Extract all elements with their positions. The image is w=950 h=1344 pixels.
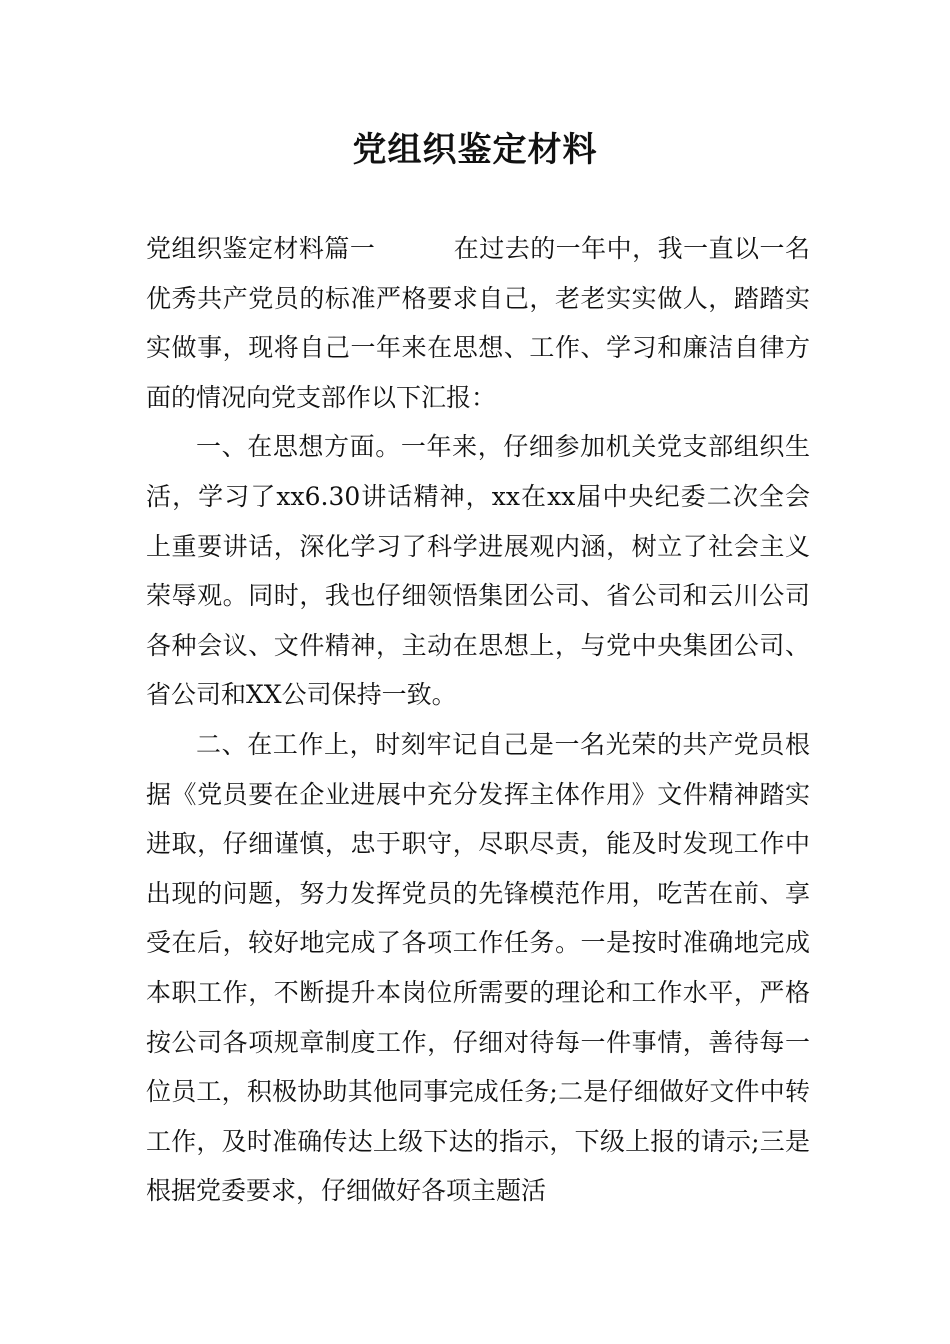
paragraph-work: 二、在工作上，时刻牢记自己是一名光荣的共产党员根据《党员要在企业进展中充分发挥主体作用》文件精神踏实进取，仔细谨慎，忠于职守，尽职尽责，能及时发现工作中出现的问题，努力发挥党员的先锋模范作用，吃苦在前、享受在后，较好地完成了各项工作任务。一是按时准确地完成本职工作，不断提升本岗位所需要的理论和工作水平，严格按公司各项规章制度工作，仔细对待每一件事情，善待每一位员工，积极协助其他同事完成任务;二是仔细做好文件中转工作，及时准确传达上级下达的指示，下级上报的请示;三是根据党委要求，仔细做好各项主题活 bbox=[146, 729, 810, 1206]
document-title: 党组织鉴定材料 bbox=[352, 130, 598, 170]
intro-text: 在过去的一年中，我一直以一名优秀共产党员的标准严格要求自己，老老实实做人，踏踏实实做事，现将自己一年来在思想、工作、学习和廉洁自律方面的情况向党支部作以下汇报： bbox=[146, 234, 810, 412]
intro-heading: 党组织鉴定材料篇一 bbox=[146, 234, 376, 263]
paragraph-thought: 一、在思想方面。一年来，仔细参加机关党支部组织生活，学习了xx6.30讲话精神，xx在xx届中央纪委二次全会上重要讲话，深化学习了科学进展观内涵，树立了社会主义荣辱观。同时，我也仔细领悟集团公司、省公司和云川公司各种会议、文件精神，主动在思想上，与党中央集团公司、省公司和XX公司保持一致。 bbox=[146, 432, 810, 710]
intro-paragraph bbox=[146, 224, 810, 422]
document-body bbox=[146, 224, 810, 1216]
